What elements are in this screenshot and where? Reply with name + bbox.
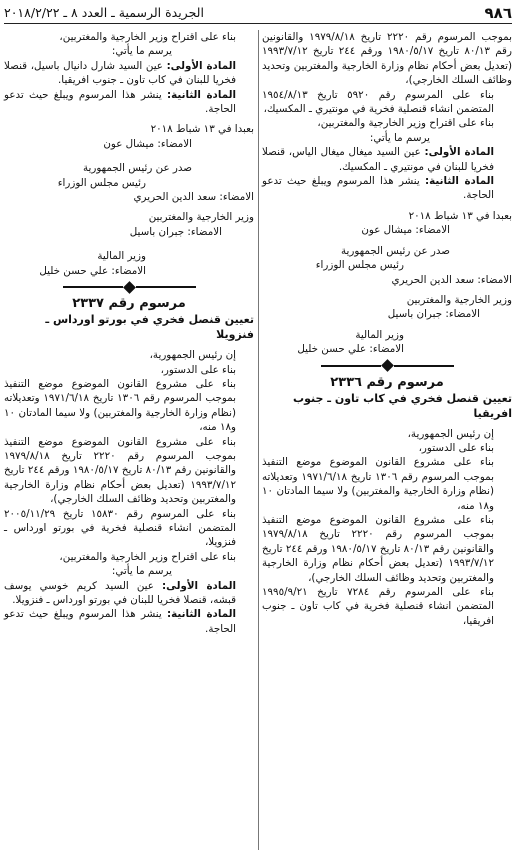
signature: الامضاء: علي حسن خليل bbox=[297, 343, 404, 356]
column-divider bbox=[258, 30, 259, 850]
article-1 bbox=[262, 145, 512, 174]
signature: الامضاء: ميشال عون bbox=[103, 137, 192, 150]
paragraph: بناء على المرسوم رقم ٥٩٢٠ تاريخ ١٩٥٤/٨/١٣ المتضمن انشاء قنصلية فخرية في مونتيري ـ المكسيك، bbox=[262, 88, 494, 116]
article-1 bbox=[4, 59, 254, 88]
decree-date: بعبدا في ١٣ شباط ٢٠١٨ bbox=[150, 123, 254, 136]
issuer-line: رئيس مجلس الوزراء bbox=[315, 259, 404, 272]
issuer-line: صدر عن رئيس الجمهورية bbox=[82, 162, 192, 175]
spacer bbox=[4, 239, 254, 249]
paragraph: يرسم ما يأتي: bbox=[111, 565, 172, 578]
gazette-title: الجريدة الرسمية ـ العدد ٨ ـ ٢٠١٨/٢/٢٢ bbox=[4, 4, 204, 20]
decree-date: بعبدا في ١٣ شباط ٢٠١٨ bbox=[408, 209, 512, 222]
paragraph: بناء على اقتراح وزير الخارجية والمغتربين، bbox=[59, 550, 236, 563]
paragraph: بناء على مشروع القانون الموضوع موضع التنفيذ بموجب المرسوم رقم ١٣٠٦ تاريخ ١٩٧١/٦/١٨ وتعديلاته (نظام وزارة الخارجية والمغتربين) ولا سيما المادتان ١٠ و١٨ منه، bbox=[262, 456, 494, 512]
article-text: ينشر هذا المرسوم ويبلغ حيث تدعو الحاجة. bbox=[4, 88, 236, 116]
paragraph: يرسم ما يأتي: bbox=[111, 45, 172, 58]
paragraph: إن رئيس الجمهورية، bbox=[407, 427, 494, 440]
issuer-line: رئيس مجلس الوزراء bbox=[57, 176, 146, 189]
section-separator bbox=[4, 281, 254, 293]
article-label: المادة الأولى: bbox=[166, 59, 236, 72]
decree-title: مرسوم رقم ٢٣٣٧ bbox=[72, 296, 186, 312]
decree-subtitle: تعيين قنصل فخري في بورتو اورداس ـ فنزويلا bbox=[45, 313, 254, 342]
article-text: ينشر هذا المرسوم ويبلغ حيث تدعو الحاجة. bbox=[4, 608, 236, 635]
paragraph: بناء على اقتراح وزير الخارجية والمغتربين، bbox=[59, 31, 236, 43]
paragraph: بناء على اقتراح وزير الخارجية والمغتربين، bbox=[317, 117, 494, 130]
paragraph: يرسم ما يأتي: bbox=[369, 131, 430, 144]
paragraph: إن رئيس الجمهورية، bbox=[149, 349, 236, 362]
minister-line: وزير الخارجية والمغتربين bbox=[148, 211, 254, 224]
spacer bbox=[4, 151, 254, 161]
signature: الامضاء: سعد الدين الحريري bbox=[133, 191, 254, 204]
article-text: ينشر هذا المرسوم ويبلغ حيث تدعو الحاجة. bbox=[262, 175, 494, 202]
paragraph: بموجب المرسوم رقم ٢٢٢٠ تاريخ ١٩٧٩/٨/١٨ والقانونين رقم ٨٠/١٣ تاريخ ١٩٨٠/٥/١٧ ورقم ٢٤٤ تاريخ ١٩٩٣/٧/١٢ (تعديل بعض أحكام نظام وزارة الخارجية والمغتربين وتحديد وظائف السلك الخارجي)، bbox=[262, 31, 512, 87]
article-label: المادة الأولى: bbox=[162, 579, 236, 592]
article-text: عين السيد كريم خوسي يوسف قبشه، قنصلا فخريا للبنان في بورتو اورداس ـ فنزويلا. bbox=[4, 579, 236, 606]
article-2 bbox=[4, 88, 254, 117]
article-1 bbox=[4, 579, 254, 608]
issuer-line: صدر عن رئيس الجمهورية bbox=[340, 244, 450, 257]
signature: الامضاء: جبران باسيل bbox=[129, 225, 222, 238]
article-text: عين السيد ميغال ميغال الياس، قنصلا فخريا للبنان في مونتيري ـ المكسيك. bbox=[262, 146, 494, 173]
paragraph: بناء على مشروع القانون الموضوع موضع التنفيذ بموجب المرسوم رقم ١٣٠٦ تاريخ ١٩٧١/٦/١٨ وتعديلاته (نظام وزارة الخارجية والمغتربين) ولا سيما المادتان ١٠ و١٨ منه، bbox=[4, 377, 236, 434]
minister-line: وزير المالية bbox=[355, 328, 404, 341]
article-label: المادة الثانية: bbox=[167, 88, 236, 101]
minister-line: وزير الخارجية والمغتربين bbox=[406, 293, 512, 306]
paragraph: بناء على المرسوم رقم ٧٢٨٤ تاريخ ١٩٩٥/٩/٢١ المتضمن انشاء قنصلية فخرية في كاب تاون ـ جنوب افريقيا، bbox=[262, 586, 494, 627]
signature: الامضاء: ميشال عون bbox=[361, 224, 450, 237]
paragraph: بناء على مشروع القانون الموضوع موضع التنفيذ بموجب المرسوم رقم ٢٢٢٠ تاريخ ١٩٧٩/٨/١٨ والقانونين رقم ٨٠/١٣ تاريخ ١٩٨٠/٥/١٧ ورقم ٢٤٤ تاريخ ١٩٩٣/٧/١٢ (تعديل بعض أحكام نظام وزارة الخارجية والمغتربين وتحديد وظائف السلك الخارجي)، bbox=[262, 513, 494, 584]
decree-subtitle: تعيين قنصل فخري في كاب تاون ـ جنوب افريقيا bbox=[293, 391, 512, 420]
page-header bbox=[4, 3, 512, 24]
paragraph: بناء على الدستور، bbox=[160, 363, 236, 376]
left-column bbox=[4, 30, 254, 636]
signature: الامضاء: جبران باسيل bbox=[387, 308, 480, 321]
paragraph: بناء على المرسوم رقم ١٥٨٣٠ تاريخ ٢٠٠٥/١١/٢٩ المتضمن انشاء قنصلية فخرية في بورتو اورداس ـ فنزويلا، bbox=[4, 507, 236, 549]
page-number: ٩٨٦ bbox=[484, 3, 512, 22]
section-separator bbox=[262, 360, 512, 372]
signature: الامضاء: علي حسن خليل bbox=[39, 264, 146, 277]
article-2 bbox=[262, 174, 512, 203]
article-text: عين السيد شارل دانيال باسيل، قنصلا فخريا للبنان في كاب تاون ـ جنوب افريقيا. bbox=[4, 59, 236, 87]
article-2 bbox=[4, 607, 254, 636]
right-column bbox=[262, 30, 512, 628]
article-label: المادة الثانية: bbox=[167, 608, 236, 621]
paragraph: بناء على مشروع القانون الموضوع موضع التنفيذ بموجب المرسوم رقم ٢٢٢٠ تاريخ ١٩٧٩/٨/١٨ والقانونين رقم ٨٠/١٣ تاريخ ١٩٨٠/٥/١٧ ورقم ٢٤٤ تاريخ ١٩٩٣/٧/١٢ (تعديل بعض أحكام نظام وزارة الخارجية والمغتربين وتحديد وظائف السلك الخارجي)، bbox=[4, 435, 236, 506]
decree-title: مرسوم رقم ٢٣٣٦ bbox=[330, 374, 444, 390]
article-label: المادة الأولى: bbox=[424, 146, 494, 159]
paragraph: بناء على الدستور، bbox=[418, 441, 494, 454]
signature: الامضاء: سعد الدين الحريري bbox=[391, 273, 512, 286]
minister-line: وزير المالية bbox=[97, 250, 146, 263]
article-label: المادة الثانية: bbox=[425, 175, 494, 188]
